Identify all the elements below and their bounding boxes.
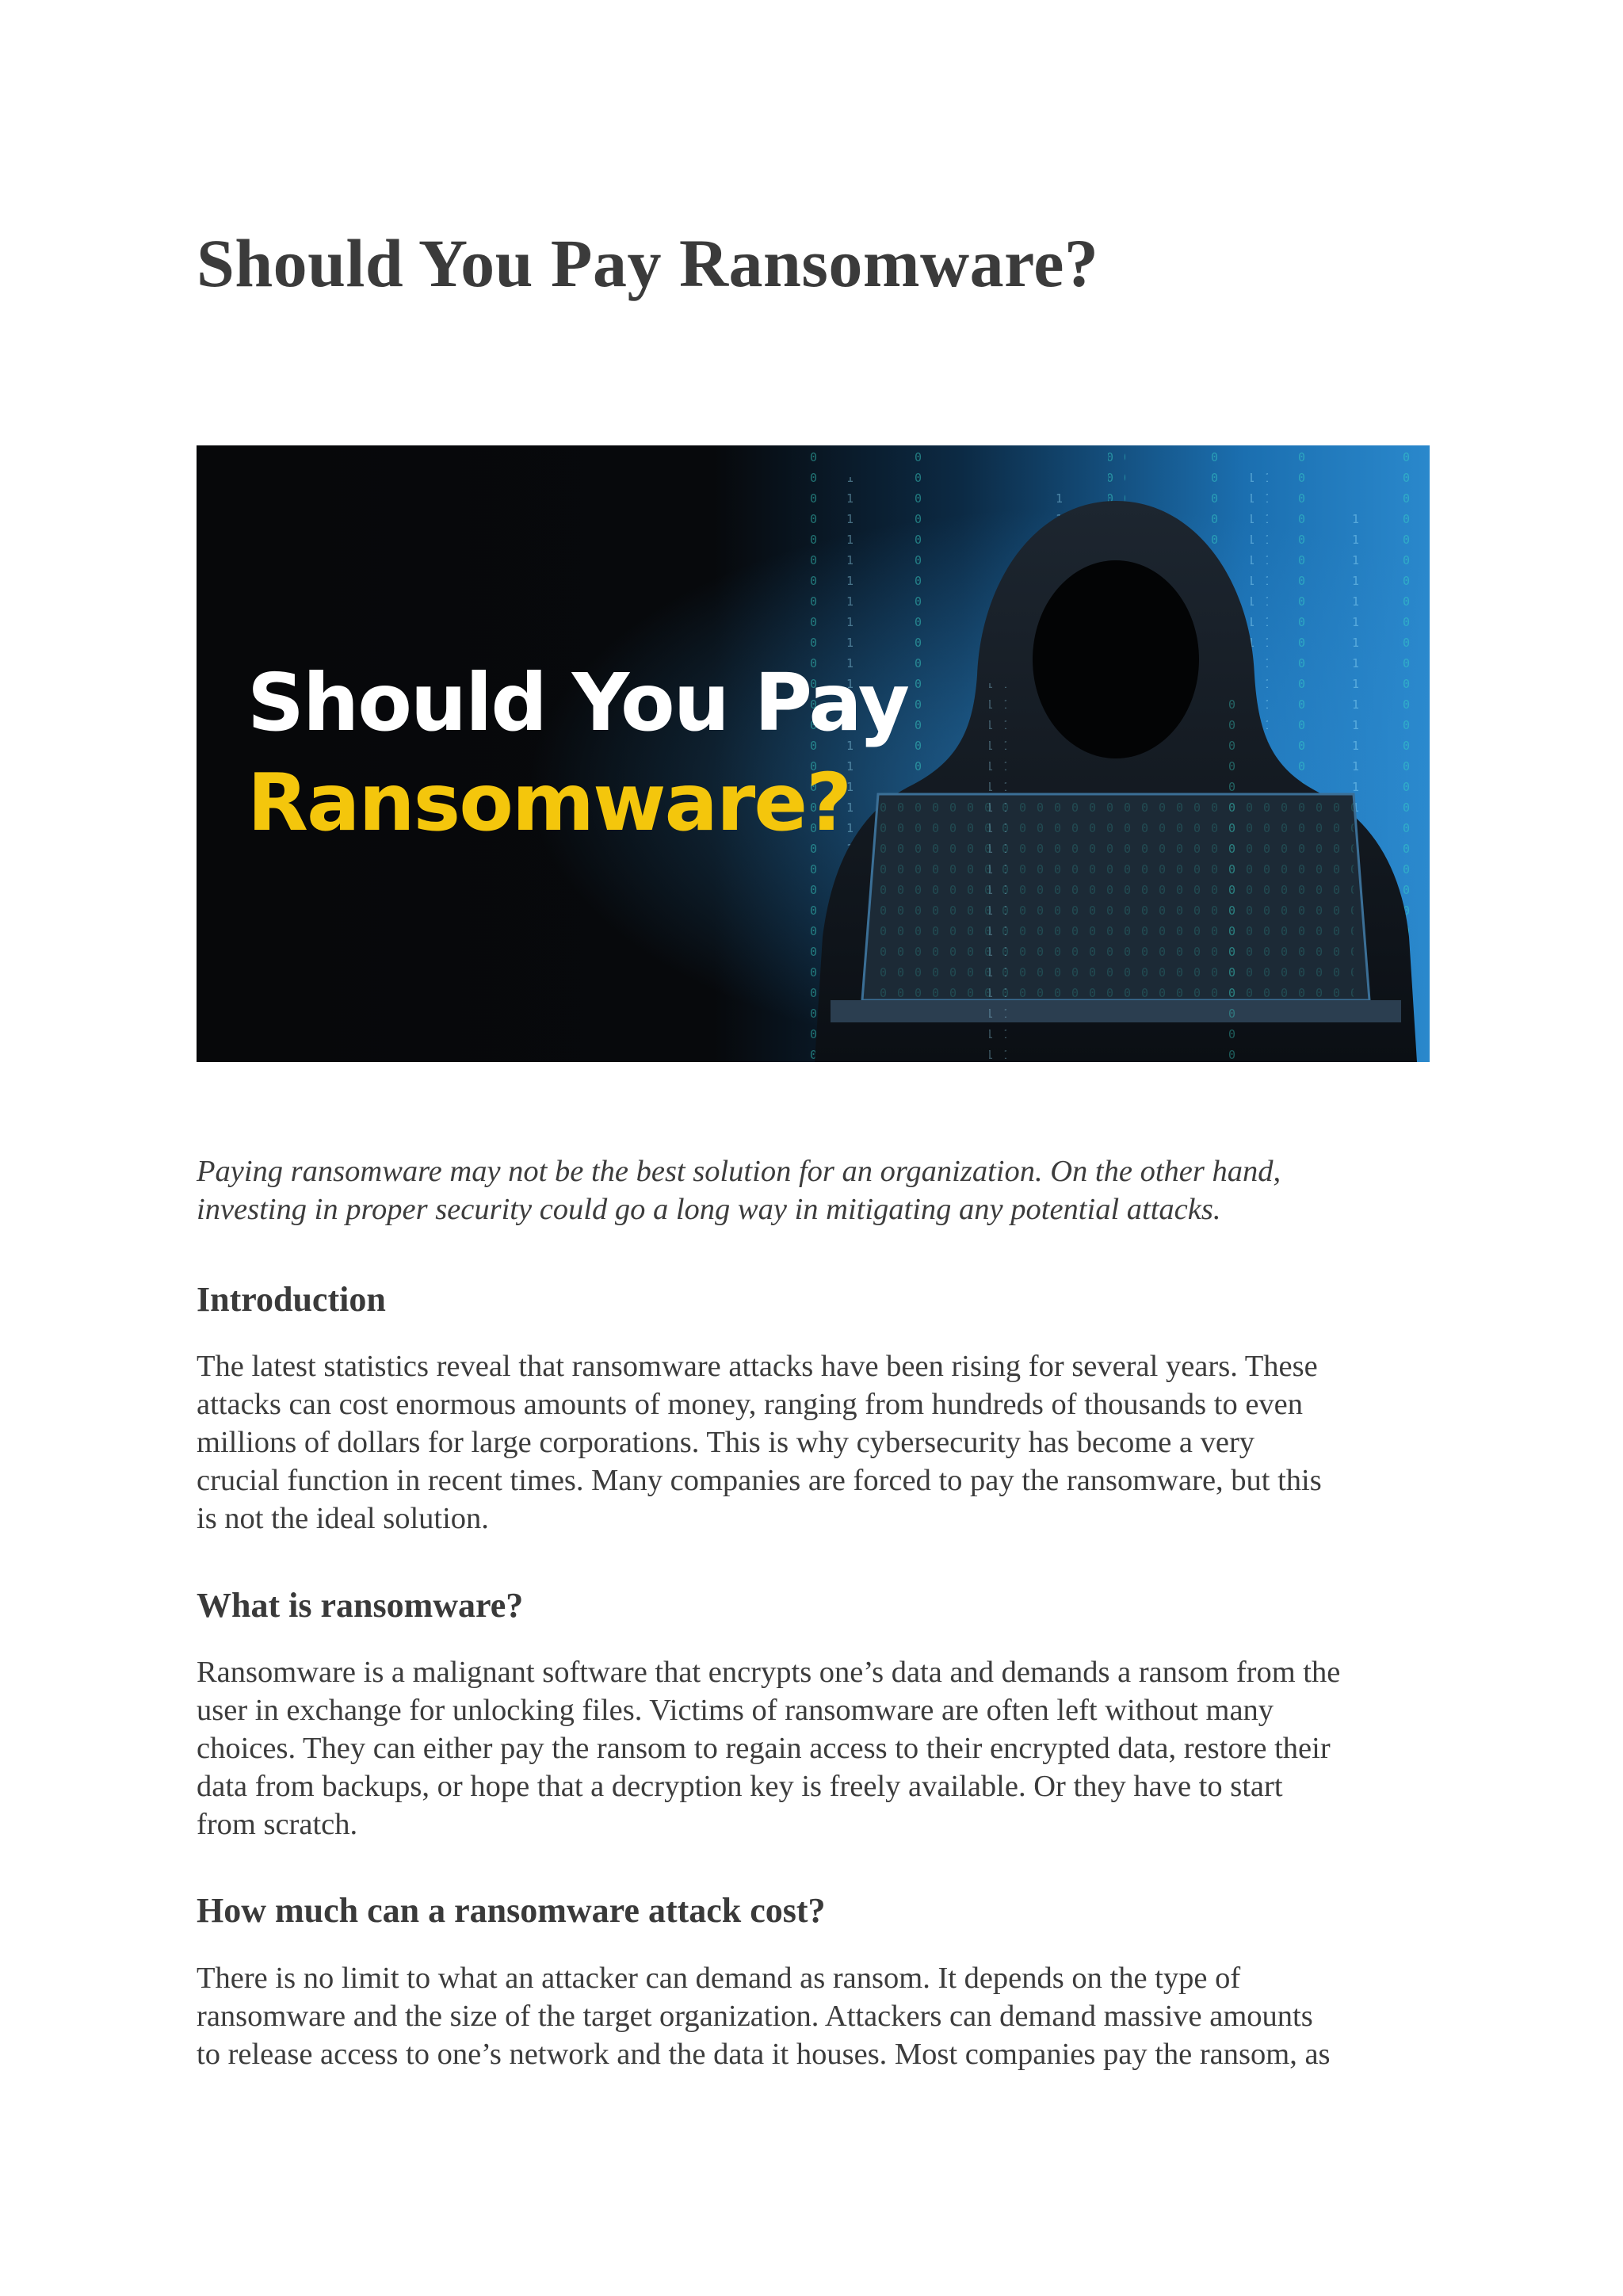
lede-line: Paying ransomware may not be the best solution for an organization. On the other hand,	[197, 1155, 1281, 1188]
body-line: attacks can cost enormous amounts of money, ranging from hundreds of thousands to even	[197, 1388, 1304, 1421]
body-line: There is no limit to what an attacker can demand as ransom. It depends on the type of	[197, 1962, 1241, 1995]
body-line: to release access to one’s network and the data it houses. Most companies pay the ransom, as	[197, 2038, 1331, 2071]
body-line: The latest statistics reveal that ransomware attacks have been rising for several years. These	[197, 1350, 1318, 1383]
body-line: user in exchange for unlocking files. Victims of ransomware are often left without many	[197, 1694, 1274, 1727]
laptop	[831, 794, 1401, 1022]
section-heading-introduction: Introduction	[197, 1280, 386, 1319]
hero-image	[197, 445, 1430, 1062]
lede-line: investing in proper security could go a long way in mitigating any potential attacks.	[197, 1193, 1221, 1226]
body-line: from scratch.	[197, 1808, 358, 1841]
section-body-what-is-ransomware	[197, 1653, 1442, 1843]
lede-paragraph	[197, 1152, 1433, 1228]
section-body-introduction	[197, 1347, 1442, 1538]
body-line: Ransomware is a malignant software that encrypts one’s data and demands a ransom from the	[197, 1656, 1341, 1689]
body-line: choices. They can either pay the ransom to regain access to their encrypted data, restore their	[197, 1732, 1331, 1765]
body-line: is not the ideal solution.	[197, 1502, 489, 1535]
hero-headline	[247, 653, 908, 853]
body-line: ransomware and the size of the target organization. Attackers can demand massive amounts	[197, 2000, 1313, 2033]
body-line: crucial function in recent times. Many companies are forced to pay the ransomware, but this	[197, 1464, 1322, 1497]
section-heading-ransomware-cost: How much can a ransomware attack cost?	[197, 1891, 826, 1930]
hero-headline-line2: Ransomware?	[247, 756, 851, 849]
section-heading-what-is-ransomware: What is ransomware?	[197, 1586, 524, 1625]
section-body-ransomware-cost	[197, 1959, 1442, 2073]
hero-headline-line1: Should You Pay	[247, 656, 908, 749]
body-line: millions of dollars for large corporations. This is why cybersecurity has become a very	[197, 1426, 1255, 1459]
page-title: Should You Pay Ransomware?	[197, 225, 1099, 301]
body-line: data from backups, or hope that a decryption key is freely available. Or they have to start	[197, 1770, 1283, 1803]
